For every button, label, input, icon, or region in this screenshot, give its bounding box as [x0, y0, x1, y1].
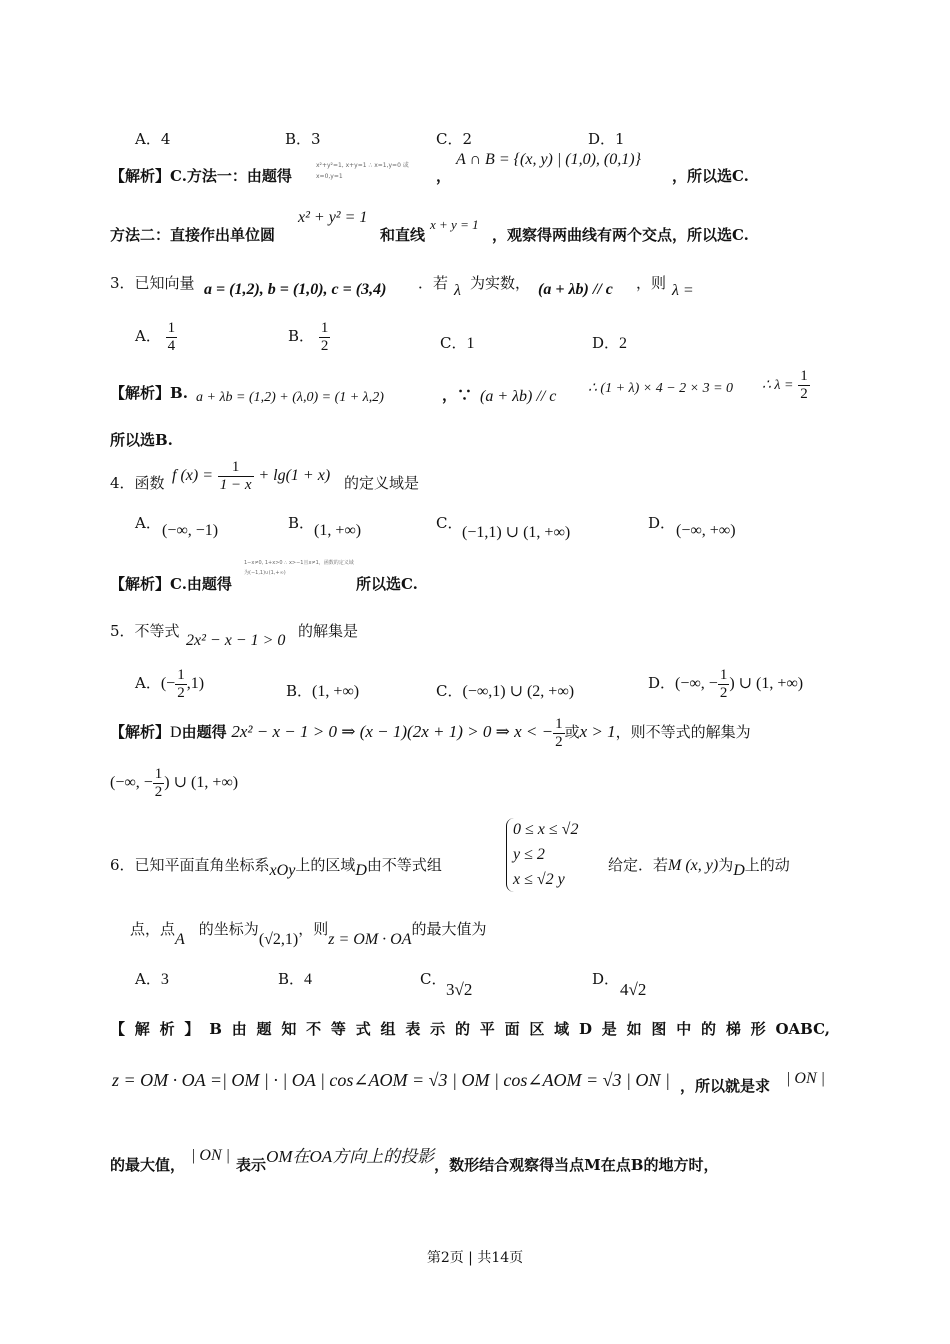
option-letter: D． [592, 334, 620, 352]
q6-system [506, 818, 578, 892]
q5-inequality: 2x² − x − 1 > 0 [186, 632, 286, 649]
q3-vectors: a = (1,2), b = (1,0), c = (3,4) [204, 281, 387, 298]
q3-because: ，∵ [442, 386, 473, 404]
last-a: 的最大值， [110, 1156, 186, 1174]
q2-option-a: A．4 [135, 130, 171, 148]
option-letter: C． [436, 682, 463, 700]
q4-option-c-value: (−1,1) ∪ (1, +∞) [462, 524, 571, 541]
line2-d: 的最大值为 [411, 920, 487, 938]
q6-option-d-value: 4√2 [620, 980, 647, 999]
q4-conclusion: 所以选C. [356, 575, 418, 593]
last-proj: OM在OA方向上的投影 [266, 1147, 435, 1166]
therefore-lambda: ∴ λ = [762, 378, 794, 393]
q5-option-b [286, 680, 359, 701]
point-a: A [175, 931, 185, 948]
numerator: 1 [555, 716, 563, 732]
numerator: 1 [218, 459, 254, 477]
analysis-gt: x > 1 [579, 722, 616, 741]
q2-method2-b: 和直线 [380, 226, 426, 244]
q4-analysis [110, 573, 232, 594]
q4-option-b-letter: B． [288, 514, 315, 532]
q6-analysis-expr: z = OM · OA =| OM | · | OA | cos∠AOM = √3 | OM | cos∠AOM = √3 | ON | [112, 1070, 670, 1090]
option-value: 2 [619, 335, 628, 352]
z-expr: z = OM · OA [328, 931, 412, 948]
stem-d: 给定．若 [608, 856, 669, 874]
func-rhs: + lg(1 + x) [258, 467, 331, 484]
xoy: xOy [269, 862, 296, 879]
fraction [218, 459, 254, 493]
q5-stem-b: 的解集是 [298, 622, 359, 640]
q3-lambda: λ [454, 282, 461, 299]
stem-b: 上的区域 [295, 856, 356, 874]
q5-stem-a: 5．不等式 [110, 622, 180, 640]
q6-option-a [135, 968, 169, 989]
option-pre: (− [160, 675, 176, 692]
page-footer: 第2页 | 共14页 [426, 1250, 524, 1266]
q4-function [172, 459, 330, 493]
numerator: 1 [719, 667, 728, 683]
q6-on-abs: | ON | [786, 1070, 826, 1087]
stem-f: 上的动 [744, 856, 790, 874]
option-letter: B． [278, 970, 305, 988]
fraction [153, 766, 165, 800]
analysis-tag: 【解析】 [110, 723, 171, 741]
point-m: M (x, y) [668, 857, 719, 874]
q3-lambda-eq: λ = [672, 282, 694, 299]
q5-option-c [436, 680, 574, 701]
q3-therefore2 [762, 368, 810, 402]
q2-option-d: D．1 [588, 130, 625, 148]
q4-option-d-value: (−∞, +∞) [676, 522, 736, 539]
analysis-letter: D [170, 724, 182, 741]
option-value: (1, +∞) [312, 683, 360, 700]
q3-analysis-expr: a + λb = (1,2) + (λ,0) = (1 + λ,2) [196, 390, 384, 405]
q4-option-a-letter: A． [135, 514, 161, 532]
option-post: ,1) [186, 675, 205, 692]
numerator: 1 [177, 667, 185, 683]
q4-option-c-letter: C． [436, 514, 463, 532]
q2-method2-a: 方法二：直接作出单位圆 [110, 226, 276, 244]
option-value: 4 [304, 971, 313, 988]
q3-stem-d: ，则 [636, 274, 667, 292]
q2-method2-circle: x² + y² = 1 [298, 209, 368, 226]
q2-analysis [110, 165, 292, 186]
q2-method2-c: ，观察得两曲线有两个交点，所以选C. [492, 226, 749, 244]
answer-post: ) ∪ (1, +∞) [164, 774, 239, 791]
option-pre: (−∞, − [675, 675, 718, 692]
q3-stem-b: ．若 [418, 274, 449, 292]
q4-option-a-value: (−∞, −1) [162, 522, 219, 539]
q6-analysis-tail: ，所以就是求 [680, 1077, 771, 1095]
denominator: 2 [719, 684, 728, 701]
line2-a: 点，点 [130, 920, 176, 938]
analysis-letter: B. [170, 384, 188, 402]
q2-tiny-system: x²+y²=1, x+y=1 ∴ x=1,y=0 或 x=0,y=1 [316, 162, 409, 180]
denominator: 2 [154, 783, 163, 800]
stem-c: 由不等式组 [366, 856, 442, 874]
answer-pre: (−∞, − [110, 774, 153, 791]
stem-e: 为 [718, 856, 734, 874]
fraction [798, 368, 810, 402]
last-c: ，数形结合观察得当点M在点B的地方时， [434, 1156, 719, 1174]
q6-stem-line1-tail [608, 854, 790, 879]
fraction [166, 320, 178, 354]
q2-formula: A ∩ B = {(x, y) | (1,0), (0,1)} [456, 151, 641, 168]
q2-conclusion: ，所以选C. [672, 167, 749, 185]
q4-stem-b: 的定义域是 [344, 474, 420, 492]
analysis-tag: 【解析】 [110, 384, 171, 402]
line2-c: ，则 [298, 920, 329, 938]
option-letter: A． [135, 970, 161, 988]
system-row: x ≤ √2 y [513, 870, 565, 888]
q5-answer [110, 766, 238, 800]
numerator: 1 [800, 368, 808, 384]
analysis-tag: 【解析】 [110, 575, 171, 593]
q3-conclusion: 所以选B. [110, 431, 173, 449]
q4-option-d-letter: D． [648, 514, 676, 532]
coord: (√2,1) [258, 931, 299, 948]
analysis-text: C.方法一：由题得 [170, 167, 292, 185]
option-value: 3 [160, 971, 169, 988]
region-d: D [733, 862, 745, 879]
denominator: 2 [320, 337, 329, 354]
q3-option-c [440, 332, 474, 353]
q6-last-line [110, 1147, 719, 1175]
region-d: D [355, 862, 367, 879]
q4-option-b-value: (1, +∞) [314, 522, 362, 539]
analysis-text: 由题得 [181, 723, 227, 741]
system-row: y ≤ 2 [513, 845, 545, 863]
line2-b: 的坐标为 [198, 920, 259, 938]
q3-parallel: (a + λb) // c [538, 281, 613, 298]
fraction [319, 320, 331, 354]
q6-option-b [278, 968, 312, 989]
denominator: 4 [167, 337, 176, 354]
q6-option-c-letter: C． [420, 970, 447, 988]
fraction [175, 667, 187, 701]
q3-stem-a: 3．已知向量 [110, 274, 195, 292]
q5-option-a [135, 667, 204, 701]
fraction [553, 716, 565, 750]
option-letter: B． [288, 327, 315, 345]
analysis-tag: 【解析】 [110, 167, 171, 185]
q3-cond: (a + λb) // c [480, 388, 557, 405]
fraction [718, 667, 730, 701]
q2-option-b: B．3 [285, 130, 321, 148]
system-row: 0 ≤ x ≤ √2 [513, 821, 579, 838]
option-letter: C． [440, 334, 467, 352]
option-letter: B． [286, 682, 313, 700]
denominator: 1 − x [219, 476, 252, 493]
q6-stem-line2 [130, 918, 487, 948]
analysis-text: C.由题得 [170, 575, 232, 593]
q3-option-d [592, 332, 627, 353]
q3-stem-c: 为实数， [470, 274, 531, 292]
numerator: 1 [167, 320, 176, 336]
last-on: | ON | [191, 1147, 231, 1164]
denominator: 2 [555, 733, 563, 750]
analysis-expr: 2x² − x − 1 > 0 ⇒ (x − 1)(2x + 1) > 0 ⇒ x < − [231, 722, 554, 741]
func-lhs: f (x) = [172, 467, 213, 484]
option-letter: A． [135, 327, 161, 345]
option-letter: D． [648, 674, 676, 692]
q3-option-b [288, 320, 330, 354]
option-letter: A． [135, 674, 161, 692]
analysis-tail: ，则不等式的解集为 [615, 723, 751, 741]
q2-method2-line: x + y = 1 [430, 217, 479, 232]
q2-comma: ， [436, 167, 452, 185]
q5-analysis [110, 716, 751, 750]
q6-analysis-line1: 【解析】B由题知不等式组表示的平面区域D是如图中的梯形OABC, [110, 1020, 830, 1038]
option-post: ) ∪ (1, +∞) [729, 675, 804, 692]
numerator: 1 [320, 320, 329, 336]
option-value: (−∞,1) ∪ (2, +∞) [462, 683, 575, 700]
q4-stem-a: 4．函数 [110, 474, 165, 492]
q6-option-d-letter: D． [592, 970, 620, 988]
q6-option-c-value: 3√2 [446, 980, 473, 999]
numerator: 1 [154, 766, 163, 782]
denominator: 2 [800, 385, 808, 402]
stem-a: 6．已知平面直角坐标系 [110, 856, 270, 874]
denominator: 2 [177, 684, 185, 701]
last-b: 表示 [236, 1156, 267, 1174]
q2-option-c: C．2 [436, 130, 473, 148]
q5-option-d [648, 667, 803, 701]
analysis-or: 或 [564, 723, 580, 741]
q4-tiny-text: 1−x≠0, 1+x>0 ∴ x>−1且x≠1，函数的定义域为(−1,1)∪(1,+∞) [244, 560, 354, 576]
q6-stem-line1 [110, 854, 442, 879]
q3-analysis [110, 382, 188, 403]
q3-therefore1: ∴ (1 + λ) × 4 − 2 × 3 = 0 [588, 381, 734, 396]
option-value: 1 [466, 335, 475, 352]
q3-option-a [135, 320, 177, 354]
